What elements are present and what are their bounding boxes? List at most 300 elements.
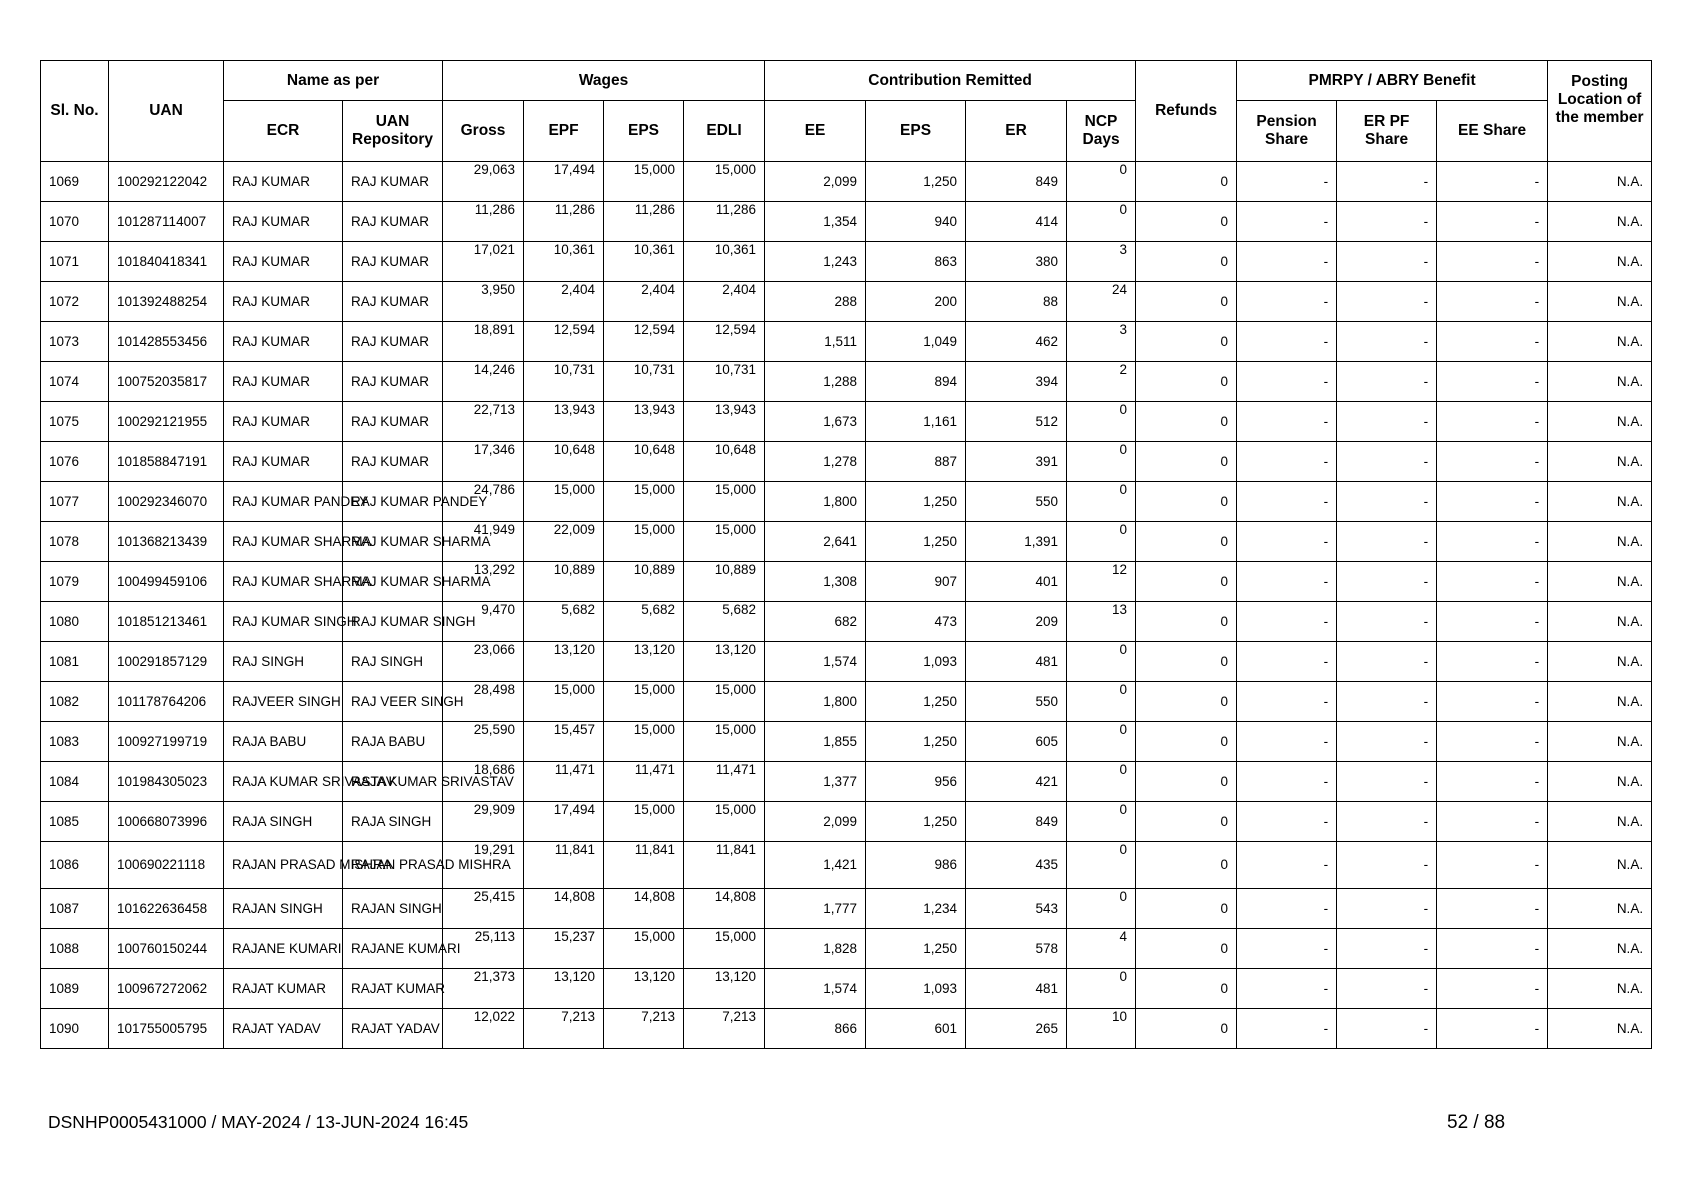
ecr-name-cell: RAJ KUMAR [224, 402, 343, 442]
edli-wages-cell: 7,213 [684, 1009, 765, 1049]
uan-cell: 101287114007 [109, 202, 224, 242]
gross-wages-cell: 13,292 [443, 562, 524, 602]
gross-wages-cell: 25,113 [443, 929, 524, 969]
refunds-cell: 0 [1136, 682, 1237, 722]
ecr-name-cell: RAJ KUMAR [224, 242, 343, 282]
ee-contribution-cell: 2,099 [765, 162, 866, 202]
header-uan-repository: UAN Repository [343, 101, 443, 162]
posting-location-cell: N.A. [1548, 562, 1652, 602]
pension-share-cell: - [1237, 402, 1337, 442]
sl-no-cell: 1073 [41, 322, 109, 362]
er-contribution-cell: 543 [966, 889, 1067, 929]
pension-share-cell: - [1237, 1009, 1337, 1049]
er-pf-share-cell: - [1337, 162, 1437, 202]
eps-wages-cell: 10,361 [604, 242, 684, 282]
eps-contribution-cell: 1,234 [866, 889, 966, 929]
ecr-name-cell: RAJA BABU [224, 722, 343, 762]
eps-contribution-cell: 1,093 [866, 969, 966, 1009]
pension-share-cell: - [1237, 802, 1337, 842]
er-pf-share-cell: - [1337, 762, 1437, 802]
ee-share-cell: - [1437, 442, 1548, 482]
er-pf-share-cell: - [1337, 322, 1437, 362]
ecr-name-cell: RAJ KUMAR [224, 362, 343, 402]
header-ncp-days: NCP Days [1067, 101, 1136, 162]
er-contribution-cell: 414 [966, 202, 1067, 242]
uan-cell: 100292122042 [109, 162, 224, 202]
ecr-name-cell: RAJ SINGH [224, 642, 343, 682]
uan-cell: 100752035817 [109, 362, 224, 402]
refunds-cell: 0 [1136, 482, 1237, 522]
epf-wages-cell: 15,000 [524, 682, 604, 722]
posting-location-cell: N.A. [1548, 282, 1652, 322]
ee-share-cell: - [1437, 842, 1548, 889]
refunds-cell: 0 [1136, 722, 1237, 762]
edli-wages-cell: 15,000 [684, 722, 765, 762]
ncp-days-cell: 0 [1067, 802, 1136, 842]
header-ee: EE [765, 101, 866, 162]
repository-name-cell: RAJAN SINGH [343, 889, 443, 929]
ee-contribution-cell: 1,377 [765, 762, 866, 802]
ncp-days-cell: 0 [1067, 889, 1136, 929]
pension-share-cell: - [1237, 642, 1337, 682]
repository-name-cell: RAJAT YADAV [343, 1009, 443, 1049]
refunds-cell: 0 [1136, 282, 1237, 322]
er-pf-share-cell: - [1337, 602, 1437, 642]
eps-wages-cell: 11,841 [604, 842, 684, 889]
posting-location-cell: N.A. [1548, 889, 1652, 929]
eps-contribution-cell: 1,093 [866, 642, 966, 682]
epf-wages-cell: 10,731 [524, 362, 604, 402]
table-row [41, 162, 1652, 202]
ee-share-cell: - [1437, 642, 1548, 682]
ncp-days-cell: 0 [1067, 482, 1136, 522]
posting-location-cell: N.A. [1548, 322, 1652, 362]
ee-contribution-cell: 1,243 [765, 242, 866, 282]
table-row [41, 722, 1652, 762]
ncp-days-cell: 0 [1067, 842, 1136, 889]
eps-contribution-cell: 986 [866, 842, 966, 889]
table-row [41, 522, 1652, 562]
eps-contribution-cell: 473 [866, 602, 966, 642]
uan-cell: 100927199719 [109, 722, 224, 762]
header-eps: EPS [604, 101, 684, 162]
refunds-cell: 0 [1136, 969, 1237, 1009]
er-pf-share-cell: - [1337, 522, 1437, 562]
header-refunds: Refunds [1136, 61, 1237, 162]
posting-location-cell: N.A. [1548, 402, 1652, 442]
pension-share-cell: - [1237, 562, 1337, 602]
sl-no-cell: 1084 [41, 762, 109, 802]
er-contribution-cell: 421 [966, 762, 1067, 802]
ecr-name-cell: RAJA SINGH [224, 802, 343, 842]
ecr-name-cell: RAJ KUMAR SINGH [224, 602, 343, 642]
sl-no-cell: 1090 [41, 1009, 109, 1049]
ee-share-cell: - [1437, 562, 1548, 602]
epf-wages-cell: 2,404 [524, 282, 604, 322]
ncp-days-cell: 3 [1067, 242, 1136, 282]
edli-wages-cell: 15,000 [684, 162, 765, 202]
repository-name-cell: RAJ KUMAR PANDEY [343, 482, 443, 522]
gross-wages-cell: 3,950 [443, 282, 524, 322]
ncp-days-cell: 2 [1067, 362, 1136, 402]
sl-no-cell: 1082 [41, 682, 109, 722]
ee-share-cell: - [1437, 682, 1548, 722]
eps-wages-cell: 15,000 [604, 722, 684, 762]
header-epf: EPF [524, 101, 604, 162]
pension-share-cell: - [1237, 682, 1337, 722]
edli-wages-cell: 10,648 [684, 442, 765, 482]
pension-share-cell: - [1237, 889, 1337, 929]
pension-share-cell: - [1237, 242, 1337, 282]
er-contribution-cell: 512 [966, 402, 1067, 442]
sl-no-cell: 1079 [41, 562, 109, 602]
header-wages: Wages [443, 61, 765, 101]
repository-name-cell: RAJ KUMAR [343, 282, 443, 322]
pension-share-cell: - [1237, 322, 1337, 362]
table-row [41, 242, 1652, 282]
refunds-cell: 0 [1136, 242, 1237, 282]
pension-share-cell: - [1237, 202, 1337, 242]
eps-contribution-cell: 601 [866, 1009, 966, 1049]
ee-share-cell: - [1437, 889, 1548, 929]
ee-share-cell: - [1437, 762, 1548, 802]
table-row [41, 322, 1652, 362]
posting-location-cell: N.A. [1548, 969, 1652, 1009]
header-name-as-per: Name as per [224, 61, 443, 101]
refunds-cell: 0 [1136, 889, 1237, 929]
edli-wages-cell: 11,841 [684, 842, 765, 889]
eps-wages-cell: 13,120 [604, 642, 684, 682]
table-row [41, 362, 1652, 402]
eps-wages-cell: 15,000 [604, 802, 684, 842]
edli-wages-cell: 13,120 [684, 969, 765, 1009]
edli-wages-cell: 14,808 [684, 889, 765, 929]
refunds-cell: 0 [1136, 642, 1237, 682]
gross-wages-cell: 29,063 [443, 162, 524, 202]
sl-no-cell: 1075 [41, 402, 109, 442]
pension-share-cell: - [1237, 969, 1337, 1009]
table-row [41, 482, 1652, 522]
posting-location-cell: N.A. [1548, 242, 1652, 282]
gross-wages-cell: 19,291 [443, 842, 524, 889]
sl-no-cell: 1070 [41, 202, 109, 242]
pension-share-cell: - [1237, 842, 1337, 889]
header-gross: Gross [443, 101, 524, 162]
ncp-days-cell: 0 [1067, 442, 1136, 482]
epf-wages-cell: 11,286 [524, 202, 604, 242]
epf-wages-cell: 13,120 [524, 969, 604, 1009]
repository-name-cell: RAJ KUMAR [343, 322, 443, 362]
er-contribution-cell: 391 [966, 442, 1067, 482]
header-posting-location: Posting Location of the member [1548, 61, 1652, 162]
sl-no-cell: 1071 [41, 242, 109, 282]
repository-name-cell: RAJA KUMAR SRIVASTAV [343, 762, 443, 802]
edli-wages-cell: 15,000 [684, 682, 765, 722]
eps-contribution-cell: 907 [866, 562, 966, 602]
eps-wages-cell: 10,731 [604, 362, 684, 402]
gross-wages-cell: 25,590 [443, 722, 524, 762]
epf-wages-cell: 10,889 [524, 562, 604, 602]
ee-contribution-cell: 682 [765, 602, 866, 642]
edli-wages-cell: 15,000 [684, 929, 765, 969]
ecr-name-cell: RAJAT KUMAR [224, 969, 343, 1009]
repository-name-cell: RAJ KUMAR [343, 202, 443, 242]
epf-wages-cell: 22,009 [524, 522, 604, 562]
header-er-pf-share: ER PF Share [1337, 101, 1437, 162]
ncp-days-cell: 3 [1067, 322, 1136, 362]
table-row [41, 682, 1652, 722]
ee-share-cell: - [1437, 482, 1548, 522]
ee-share-cell: - [1437, 602, 1548, 642]
pension-share-cell: - [1237, 722, 1337, 762]
er-contribution-cell: 1,391 [966, 522, 1067, 562]
ee-share-cell: - [1437, 1009, 1548, 1049]
refunds-cell: 0 [1136, 442, 1237, 482]
gross-wages-cell: 28,498 [443, 682, 524, 722]
uan-cell: 101858847191 [109, 442, 224, 482]
posting-location-cell: N.A. [1548, 202, 1652, 242]
eps-contribution-cell: 200 [866, 282, 966, 322]
repository-name-cell: RAJ KUMAR SINGH [343, 602, 443, 642]
pension-share-cell: - [1237, 762, 1337, 802]
eps-wages-cell: 15,000 [604, 162, 684, 202]
refunds-cell: 0 [1136, 602, 1237, 642]
er-contribution-cell: 435 [966, 842, 1067, 889]
er-contribution-cell: 481 [966, 642, 1067, 682]
ee-share-cell: - [1437, 362, 1548, 402]
refunds-cell: 0 [1136, 202, 1237, 242]
er-pf-share-cell: - [1337, 1009, 1437, 1049]
ncp-days-cell: 0 [1067, 522, 1136, 562]
eps-contribution-cell: 1,250 [866, 722, 966, 762]
gross-wages-cell: 14,246 [443, 362, 524, 402]
table-row [41, 602, 1652, 642]
table-row [41, 282, 1652, 322]
ee-contribution-cell: 1,673 [765, 402, 866, 442]
uan-cell: 101392488254 [109, 282, 224, 322]
uan-cell: 100292346070 [109, 482, 224, 522]
edli-wages-cell: 5,682 [684, 602, 765, 642]
sl-no-cell: 1072 [41, 282, 109, 322]
posting-location-cell: N.A. [1548, 442, 1652, 482]
sl-no-cell: 1081 [41, 642, 109, 682]
ncp-days-cell: 10 [1067, 1009, 1136, 1049]
ncp-days-cell: 0 [1067, 402, 1136, 442]
eps-contribution-cell: 1,049 [866, 322, 966, 362]
er-pf-share-cell: - [1337, 969, 1437, 1009]
uan-cell: 100760150244 [109, 929, 224, 969]
refunds-cell: 0 [1136, 522, 1237, 562]
ecr-name-cell: RAJ KUMAR [224, 442, 343, 482]
page-number: 52 / 88 [1447, 1112, 1506, 1133]
sl-no-cell: 1085 [41, 802, 109, 842]
ncp-days-cell: 4 [1067, 929, 1136, 969]
gross-wages-cell: 11,286 [443, 202, 524, 242]
ee-share-cell: - [1437, 969, 1548, 1009]
pension-share-cell: - [1237, 482, 1337, 522]
er-contribution-cell: 550 [966, 682, 1067, 722]
table-row [41, 202, 1652, 242]
sl-no-cell: 1077 [41, 482, 109, 522]
er-contribution-cell: 209 [966, 602, 1067, 642]
gross-wages-cell: 17,346 [443, 442, 524, 482]
ee-contribution-cell: 1,574 [765, 642, 866, 682]
epf-wages-cell: 7,213 [524, 1009, 604, 1049]
er-pf-share-cell: - [1337, 682, 1437, 722]
edli-wages-cell: 10,889 [684, 562, 765, 602]
ncp-days-cell: 12 [1067, 562, 1136, 602]
sl-no-cell: 1087 [41, 889, 109, 929]
er-pf-share-cell: - [1337, 482, 1437, 522]
header-er: ER [966, 101, 1067, 162]
ecr-name-cell: RAJAN PRASAD MISHRA [224, 842, 343, 889]
er-contribution-cell: 578 [966, 929, 1067, 969]
uan-cell: 101622636458 [109, 889, 224, 929]
ee-contribution-cell: 1,511 [765, 322, 866, 362]
ee-contribution-cell: 1,278 [765, 442, 866, 482]
uan-cell: 101428553456 [109, 322, 224, 362]
gross-wages-cell: 9,470 [443, 602, 524, 642]
eps-wages-cell: 7,213 [604, 1009, 684, 1049]
repository-name-cell: RAJAN PRASAD MISHRA [343, 842, 443, 889]
gross-wages-cell: 22,713 [443, 402, 524, 442]
epf-wages-cell: 15,000 [524, 482, 604, 522]
edli-wages-cell: 13,943 [684, 402, 765, 442]
header-ee-share: EE Share [1437, 101, 1548, 162]
ncp-days-cell: 0 [1067, 762, 1136, 802]
ee-contribution-cell: 2,641 [765, 522, 866, 562]
repository-name-cell: RAJ KUMAR [343, 242, 443, 282]
er-contribution-cell: 481 [966, 969, 1067, 1009]
er-pf-share-cell: - [1337, 722, 1437, 762]
gross-wages-cell: 21,373 [443, 969, 524, 1009]
eps-contribution-cell: 1,161 [866, 402, 966, 442]
ee-share-cell: - [1437, 282, 1548, 322]
table-row [41, 802, 1652, 842]
refunds-cell: 0 [1136, 1009, 1237, 1049]
repository-name-cell: RAJAT KUMAR [343, 969, 443, 1009]
posting-location-cell: N.A. [1548, 362, 1652, 402]
eps-wages-cell: 15,000 [604, 522, 684, 562]
eps-wages-cell: 15,000 [604, 682, 684, 722]
pension-share-cell: - [1237, 162, 1337, 202]
header-pension-share: Pension Share [1237, 101, 1337, 162]
ecr-name-cell: RAJAN SINGH [224, 889, 343, 929]
uan-cell: 101840418341 [109, 242, 224, 282]
ee-contribution-cell: 1,800 [765, 682, 866, 722]
ee-contribution-cell: 1,421 [765, 842, 866, 889]
er-contribution-cell: 849 [966, 162, 1067, 202]
epf-wages-cell: 13,120 [524, 642, 604, 682]
er-contribution-cell: 401 [966, 562, 1067, 602]
eps-wages-cell: 13,120 [604, 969, 684, 1009]
posting-location-cell: N.A. [1548, 762, 1652, 802]
ecr-name-cell: RAJA KUMAR SRIVASTAV [224, 762, 343, 802]
ee-contribution-cell: 1,855 [765, 722, 866, 762]
table-row [41, 929, 1652, 969]
header-edli: EDLI [684, 101, 765, 162]
table-row [41, 562, 1652, 602]
pension-share-cell: - [1237, 282, 1337, 322]
uan-cell: 100668073996 [109, 802, 224, 842]
epf-wages-cell: 5,682 [524, 602, 604, 642]
eps-contribution-cell: 1,250 [866, 522, 966, 562]
epf-wages-cell: 15,237 [524, 929, 604, 969]
ecr-name-cell: RAJ KUMAR SHARMA [224, 522, 343, 562]
er-pf-share-cell: - [1337, 802, 1437, 842]
eps-contribution-cell: 1,250 [866, 162, 966, 202]
eps-contribution-cell: 1,250 [866, 802, 966, 842]
sl-no-cell: 1074 [41, 362, 109, 402]
ecr-name-cell: RAJ KUMAR [224, 322, 343, 362]
er-pf-share-cell: - [1337, 889, 1437, 929]
epf-wages-cell: 10,361 [524, 242, 604, 282]
uan-cell: 100967272062 [109, 969, 224, 1009]
repository-name-cell: RAJ KUMAR [343, 442, 443, 482]
ee-share-cell: - [1437, 722, 1548, 762]
ecr-name-cell: RAJ KUMAR [224, 202, 343, 242]
table-row [41, 402, 1652, 442]
header-ecr: ECR [224, 101, 343, 162]
table-row [41, 762, 1652, 802]
edli-wages-cell: 10,731 [684, 362, 765, 402]
header-eps-contribution: EPS [866, 101, 966, 162]
er-contribution-cell: 380 [966, 242, 1067, 282]
refunds-cell: 0 [1136, 562, 1237, 602]
er-contribution-cell: 462 [966, 322, 1067, 362]
gross-wages-cell: 41,949 [443, 522, 524, 562]
posting-location-cell: N.A. [1548, 842, 1652, 889]
document-reference: DSNHP0005431000 / MAY-2024 / 13-JUN-2024 16:45 [48, 1112, 469, 1132]
er-pf-share-cell: - [1337, 562, 1437, 602]
eps-contribution-cell: 1,250 [866, 682, 966, 722]
table-row [41, 842, 1652, 889]
sl-no-cell: 1089 [41, 969, 109, 1009]
er-contribution-cell: 849 [966, 802, 1067, 842]
pension-share-cell: - [1237, 362, 1337, 402]
epf-wages-cell: 17,494 [524, 802, 604, 842]
edli-wages-cell: 15,000 [684, 802, 765, 842]
ee-share-cell: - [1437, 402, 1548, 442]
epf-wages-cell: 15,457 [524, 722, 604, 762]
ncp-days-cell: 0 [1067, 162, 1136, 202]
posting-location-cell: N.A. [1548, 802, 1652, 842]
repository-name-cell: RAJ KUMAR SHARMA [343, 562, 443, 602]
ecr-name-cell: RAJAT YADAV [224, 1009, 343, 1049]
ecr-name-cell: RAJ KUMAR [224, 282, 343, 322]
er-contribution-cell: 394 [966, 362, 1067, 402]
sl-no-cell: 1078 [41, 522, 109, 562]
refunds-cell: 0 [1136, 762, 1237, 802]
er-contribution-cell: 550 [966, 482, 1067, 522]
header-contribution-remitted: Contribution Remitted [765, 61, 1136, 101]
repository-name-cell: RAJ VEER SINGH [343, 682, 443, 722]
epf-wages-cell: 10,648 [524, 442, 604, 482]
posting-location-cell: N.A. [1548, 642, 1652, 682]
epf-wages-cell: 11,841 [524, 842, 604, 889]
epf-wages-cell: 12,594 [524, 322, 604, 362]
repository-name-cell: RAJA BABU [343, 722, 443, 762]
posting-location-cell: N.A. [1548, 1009, 1652, 1049]
ee-contribution-cell: 1,800 [765, 482, 866, 522]
er-contribution-cell: 88 [966, 282, 1067, 322]
er-pf-share-cell: - [1337, 842, 1437, 889]
ncp-days-cell: 0 [1067, 202, 1136, 242]
contribution-table [40, 60, 1652, 1049]
header-sl-no: Sl. No. [41, 61, 109, 162]
eps-contribution-cell: 887 [866, 442, 966, 482]
ncp-days-cell: 0 [1067, 722, 1136, 762]
